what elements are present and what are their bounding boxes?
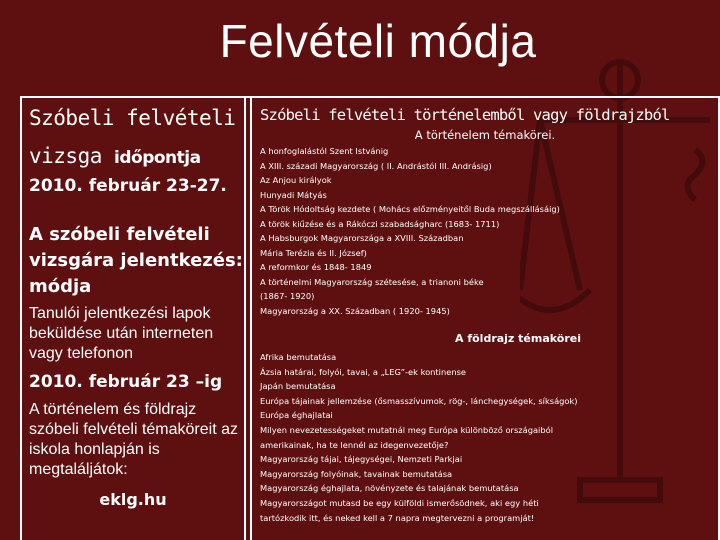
list-item: Európa éghajlatai [260, 410, 333, 421]
registration-deadline: 2010. február 23 –ig [29, 372, 223, 392]
registration-heading: A szóbeli felvételi vizsgára jelentkezés: módja [29, 224, 243, 297]
list-item: Az Anjou királyok [260, 175, 332, 185]
exam-date: 2010. február 23-27. [29, 176, 227, 196]
date-word: időpontja [114, 148, 201, 168]
list-item: Magyarországot mutasd be egy külföldi ismerősödnek, aki egy héti [260, 497, 539, 508]
oral-exam-heading-line2 [29, 144, 201, 168]
oral-exam-heading: Szóbeli felvételi [29, 106, 236, 130]
list-item: Japán bemutatása [260, 381, 336, 392]
list-item: Afrika bemutatása [260, 352, 337, 362]
list-item: Magyarország tájai, tájegységei, Nemzeti Parkjai [260, 454, 463, 465]
page-title: Felvételi módja [219, 15, 537, 67]
list-item: (1867- 1920) [260, 291, 315, 301]
list-item: A török kiűzése és a Rákóczi szabadságharc (1683- 1711) [260, 218, 500, 229]
oral-exam-subject-heading: Szóbeli felvételi történelemből vagy földrajzból [260, 106, 670, 124]
list-item: A reformkor és 1848- 1849 [260, 262, 372, 272]
list-item: amerikainak, ha te lennél az idegenvezetője? [260, 439, 449, 450]
left-panel [20, 96, 246, 540]
geography-topic-list [260, 350, 578, 525]
right-panel [250, 96, 720, 540]
list-item: Magyarország éghajlata, növényzete és talajának bemutatása [260, 483, 519, 494]
list-item: Európa tájainak jellemzése (ősmasszívumok, rög-, lánchegységek, síkságok) [260, 395, 578, 406]
list-item: A honfoglalástól Szent Istvánig [260, 146, 389, 156]
website-link[interactable]: eklg.hu [99, 490, 167, 509]
history-topic-list [260, 144, 560, 318]
list-item: Milyen nevezetességeket mutatnál meg Európa különböző országaiból [260, 424, 554, 435]
history-subheading: A történelem témakörei. [414, 128, 556, 142]
list-item: Magyarország folyóinak, tavainak bemutatása [260, 468, 453, 479]
list-item: Ázsia határai, folyói, tavai, a „LEG”-ek kontinense [260, 366, 467, 377]
list-item: A Habsburgok Magyarországa a XVIII. Században [260, 233, 464, 243]
list-item: Mária Terézia és II. József) [260, 247, 367, 258]
list-item: A Török Hódoltság kezdete ( Mohács előzményeitől Buda megszállásáig) [260, 204, 560, 214]
list-item: Magyarország a XX. Században ( 1920- 1945) [260, 305, 450, 316]
list-item: A XIII. századi Magyarország ( II. Andrástól III. Andrásig) [260, 160, 492, 171]
geography-subheading: A földrajz témakörei [454, 332, 582, 345]
list-item: A történelmi Magyarország szétesése, a trianoni béke [260, 276, 484, 287]
exam-word: vizsga [29, 144, 102, 168]
list-item: Hunyadi Mátyás [260, 189, 327, 200]
registration-text: Tanulói jelentkezési lapok beküldése után interneten vagy telefonon [29, 305, 214, 362]
list-item: tartózkodik itt, és neked kell a 7 napra megtervezni a programját! [260, 512, 535, 523]
topics-info-text: A történelem és földrajz szóbeli felvételi témaköreit az iskola honlapján is megtaláljátok: [29, 401, 238, 478]
